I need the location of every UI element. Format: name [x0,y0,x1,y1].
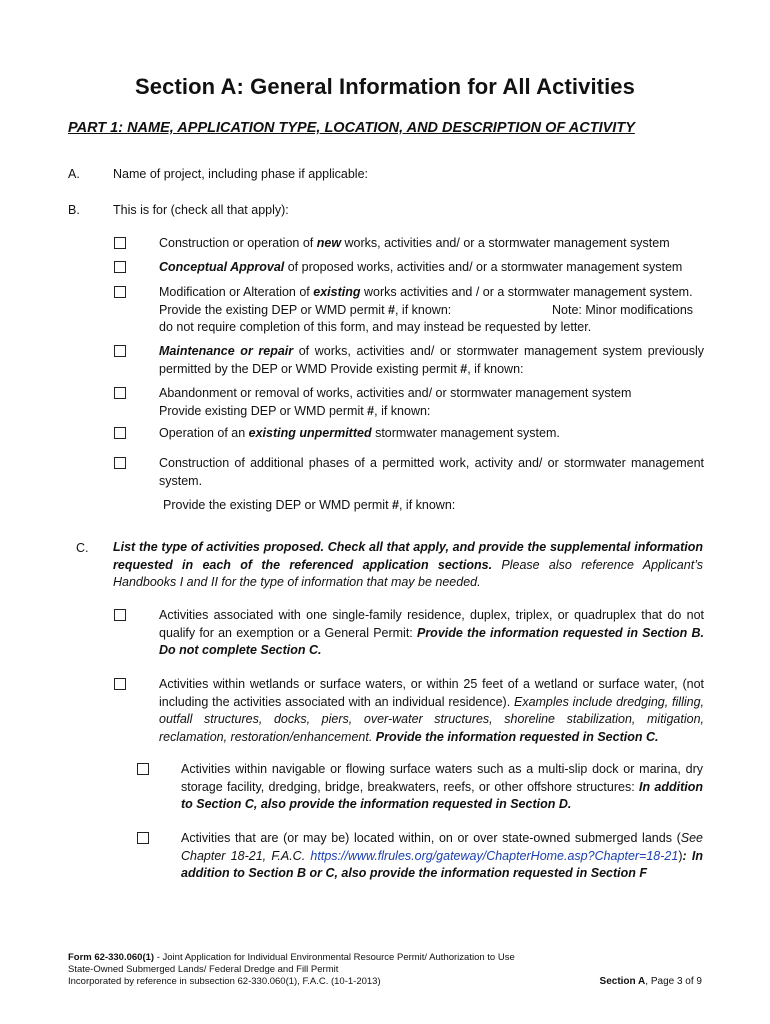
hash-symbol: # [367,403,375,418]
item-a-letter: A. [68,167,80,181]
intro-bold: List the type of activities proposed. Check all that apply, and provide the supplemental information requested in each of the referenced application sections. [113,540,703,572]
option-text: Operation of an [159,426,249,440]
option-submerged-lands [181,830,703,883]
option-emphasis: new [316,236,342,250]
hash-symbol: # [460,361,468,376]
intro-italic: Please also reference Applicant’s Handbooks I and II for the type of information that may be needed. [113,557,703,589]
option-text: Activities within wetlands or surface waters, or within 25 feet of a wetland or surface water, (not including the activities associated with an individual residence). [159,677,704,709]
option-conceptual-approval [159,259,704,277]
option-maintenance-repair [159,343,704,378]
option-construction-new [159,235,704,253]
checkbox-operation-unpermitted[interactable] [114,427,126,439]
page-number: , Page 3 of 9 [645,976,702,987]
page-title: Section A: General Information for All Activities [135,74,635,99]
option-additional-phases: Construction of additional phases of a permitted work, activity and/ or stormwater management system. [159,456,704,488]
section-label: Section A [599,976,646,987]
option-text: , if known: [467,361,524,376]
checkbox-navigable-waters[interactable] [137,763,149,775]
page-indicator [600,976,702,988]
option-instruction: Provide the information requested in Section C. [372,729,659,744]
option-text: , if known: [398,498,456,512]
option-instruction: : In addition to Section B or C, also provide the information requested in Section F [181,848,704,880]
option-text: works activities and / or a stormwater management system. [360,285,693,299]
footer-line: State-Owned Submerged Lands/ Federal Dredge and Fill Permit [68,964,339,975]
option-text: works, activities and/ or a stormwater management system [341,236,670,250]
option-single-family [159,607,704,660]
option-text: , if known: [374,403,431,418]
flrules-link[interactable]: https://www.flrules.org/gateway/ChapterHome.asp?Chapter=18-21 [310,848,679,863]
checkbox-modification[interactable] [114,286,126,298]
item-c-letter: C. [76,541,89,555]
item-b-intro: This is for (check all that apply): [113,203,289,217]
option-wetlands [159,676,704,746]
option-text: of works, activities and/ or stormwater management system previously permitted by the DEP or WMD Provide existing permit [159,344,704,376]
option-line [159,403,704,421]
option-text: , if known: [394,302,452,317]
checkbox-maintenance-repair[interactable] [114,345,126,357]
option-line: do not require completion of this form, and may instead be requested by letter. [159,320,592,334]
option-modification [159,284,704,337]
item-c-intro [113,539,703,592]
option-text: Provide the existing DEP or WMD permit [163,498,393,512]
option-examples: Examples include dredging, filling, outfall structures, docks, piers, over-water structures, shoreline stabilization, mitigation, reclamation, restoration/enhancement. [159,694,704,744]
option-line [159,284,704,302]
footer-text: - Joint Application for Individual Environmental Resource Permit/ Authorization to Use [154,952,515,963]
option-line [159,302,704,320]
part-heading: PART 1: NAME, APPLICATION TYPE, LOCATION, AND DESCRIPTION OF ACTIVITY [68,120,635,136]
hash-symbol: # [388,302,395,317]
option-instruction: Provide the information requested in Section B. Do not complete Section C. [159,625,704,657]
option-abandonment [159,385,704,420]
form-number: Form 62-330.060(1) [68,952,155,963]
option-reference: See Chapter 18-21, F.A.C. [181,831,703,863]
option-line: Abandonment or removal of works, activities and/ or stormwater management system [159,386,632,400]
checkbox-wetlands[interactable] [114,678,126,690]
option-text: Activities within navigable or flowing surface waters such as a multi-slip dock or marina, dry storage facility, dredging, bridge, breakwaters, reefs, or other offshore structures: [181,762,703,794]
option-text: Provide the existing DEP or WMD permit [159,302,389,317]
option-emphasis: existing [313,285,361,299]
option-emphasis: Conceptual Approval [159,260,285,274]
option-text: stormwater management system. [371,426,560,440]
footer-line [68,976,708,988]
option-operation-unpermitted [159,425,704,443]
footer-line [68,952,708,964]
option-text: ) [678,848,683,863]
provide-permit-line [163,497,703,515]
note-text: Note: Minor modifications [552,302,694,317]
hash-symbol: # [392,498,399,512]
footer [68,952,708,988]
item-a-text: Name of project, including phase if applicable: [113,167,369,181]
footer-text: Incorporated by reference in subsection 62-330.060(1), F.A.C. (10-1-2013) [68,976,381,987]
checkbox-construction-new[interactable] [114,237,126,249]
option-emphasis: existing unpermitted [248,426,372,440]
item-b-letter: B. [68,203,80,217]
checkbox-abandonment[interactable] [114,387,126,399]
option-navigable-waters [181,761,703,814]
checkbox-conceptual-approval[interactable] [114,261,126,273]
checkbox-additional-phases[interactable] [114,457,126,469]
checkbox-submerged-lands[interactable] [137,832,149,844]
option-text: Construction or operation of [159,236,317,250]
option-text: Activities associated with one single-family residence, duplex, triplex, or quadruplex that do not qualify for an exemption or a General Permit: [159,608,704,640]
option-emphasis: Maintenance or repair [159,344,294,358]
checkbox-single-family[interactable] [114,609,126,621]
option-text: Provide existing DEP or WMD permit [159,403,368,418]
option-text: Modification or Alteration of [159,285,314,299]
option-instruction: In addition to Section C, also provide the information requested in Section D. [181,779,703,811]
option-text: of proposed works, activities and/ or a stormwater management system [284,260,683,274]
option-text: Activities that are (or may be) located within, on or over state-owned submerged lands ( [181,831,681,845]
